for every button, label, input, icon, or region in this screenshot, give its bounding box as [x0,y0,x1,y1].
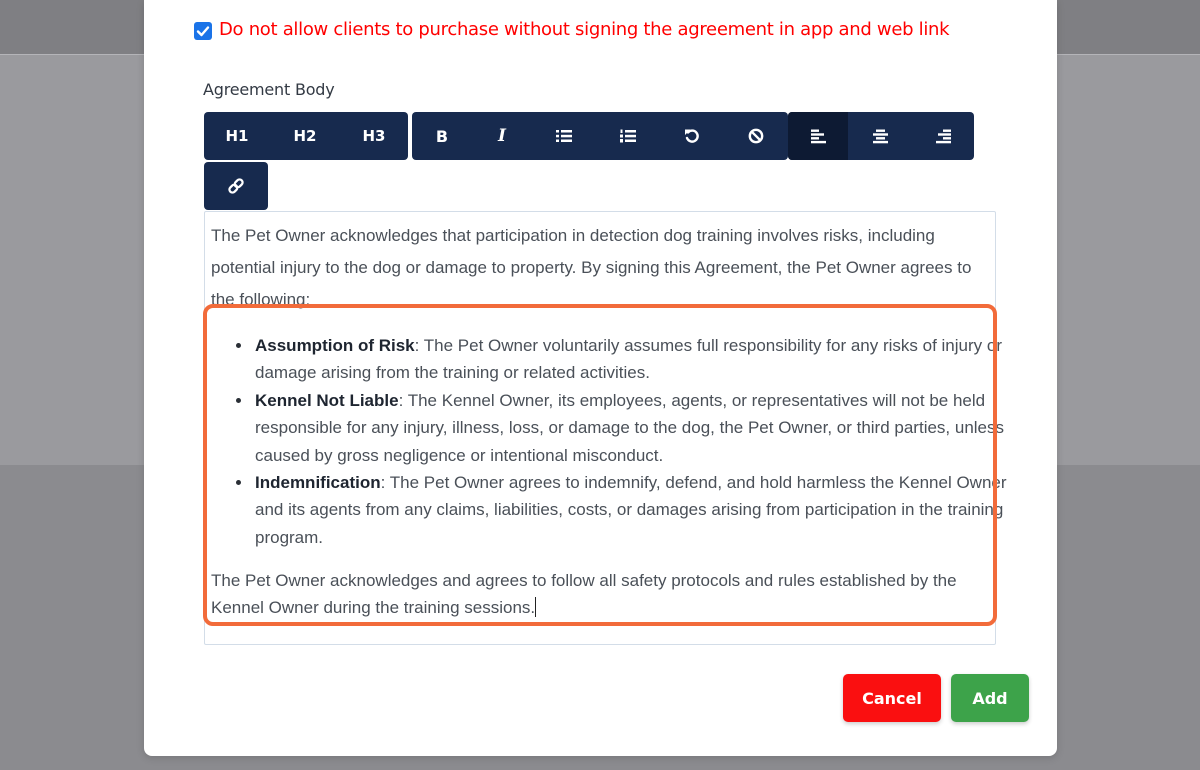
align-center-icon [873,129,888,144]
clear-format-icon [748,128,764,144]
numbered-list-icon [620,129,636,143]
h3-button[interactable]: H3 [362,127,386,145]
align-right-button[interactable] [912,112,974,160]
alignment-button-group [788,112,974,160]
agreement-modal [144,0,1057,756]
align-left-button[interactable] [788,112,848,160]
agreement-terms-list [235,332,1013,551]
closing-text: The Pet Owner acknowledges and agrees to follow all safety protocols and rules established by the Kennel Owner during the training sessions. [211,571,957,617]
bold-icon: B [435,126,449,146]
list-item [253,332,1013,387]
term-title: Assumption of Risk [255,336,415,355]
link-button-group [204,162,268,210]
link-icon [227,177,245,195]
italic-icon: I [498,126,506,146]
h1-button[interactable]: H1 [225,127,249,145]
agreement-body-label: Agreement Body [203,80,335,99]
link-button[interactable] [204,162,268,210]
clear-format-button[interactable] [724,112,788,160]
term-title: Kennel Not Liable [255,390,399,410]
term-text: : The Pet Owner voluntarily assumes full responsibility for any risks of injury or damage arising from the training or related activities. [255,336,1002,383]
purchase-restriction-label[interactable]: Do not allow clients to purchase without signing the agreement in app and web link [219,19,950,40]
heading-button-group [204,112,408,160]
align-center-button[interactable] [848,112,912,160]
list-item [253,469,1013,551]
agreement-body-editor[interactable] [204,211,1007,645]
purchase-restriction-checkbox[interactable] [194,22,212,40]
term-text: : The Kennel Owner, its employees, agents, or representatives will not be held responsible for any injury, illness, loss, or damage to the dog, the Pet Owner, or third parties, unless caused by gross negligence or intentional misconduct. [255,390,1005,465]
list-item [253,387,1013,469]
checkmark-icon [196,24,210,38]
agreement-closing-paragraph [211,567,991,621]
bullet-list-button[interactable] [532,112,596,160]
align-left-icon [811,129,826,144]
editor-toolbar [204,112,974,212]
bullet-list-icon [556,129,572,143]
cancel-button[interactable]: Cancel [843,674,941,722]
bold-button[interactable] [412,112,472,160]
h2-button[interactable]: H2 [293,127,317,145]
undo-icon [684,128,700,144]
add-button[interactable]: Add [951,674,1029,722]
text-caret [535,597,536,617]
italic-button[interactable] [472,112,532,160]
align-right-icon [936,129,951,144]
undo-button[interactable] [660,112,724,160]
term-title: Indemnification [255,473,381,493]
term-text: : The Pet Owner agrees to indemnify, defend, and hold harmless the Kennel Owner and its agents from any claims, liabilities, costs, or damages arising from participation in the training program. [255,473,1007,547]
numbered-list-button[interactable] [596,112,660,160]
agreement-intro-paragraph: The Pet Owner acknowledges that participation in detection dog training involves risks, including potential injury to the dog or damage to property. By signing this Agreement, the Pet Owner agrees to the following: [211,226,972,309]
format-button-group [412,112,788,160]
